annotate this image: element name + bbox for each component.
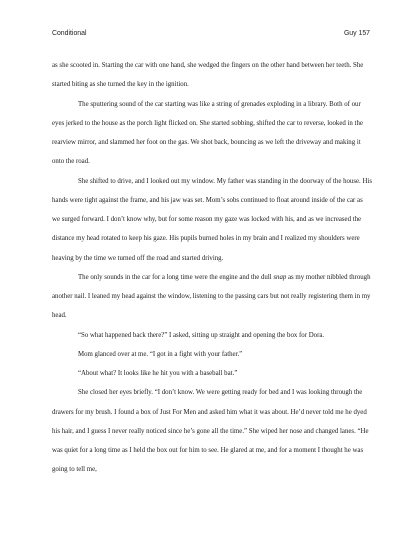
paragraph: Mom glanced over at me. “I got in a fight with your father.” — [78, 350, 243, 358]
paragraph: She closed her eyes briefly. “I don’t know. We were getting ready for bed and I was looking through the drawers for my brush. I found a box of Just For Men and asked him what it was about. He’d never told me he dyed his hair, and I guess I never really noticed since he’s gone all the time.” She wiped her nose and changed lanes. “He was quiet for a long time as I held the box out for him to see. He glared at me, and for a moment I thought he was going to tell me, — [52, 389, 369, 474]
paragraph-text: as my mother nibbled through another nail. I leaned my head against the window, listening to the passing cars but not really registering them in my head. — [52, 273, 371, 320]
running-header — [52, 30, 370, 42]
manuscript-body — [52, 56, 372, 480]
header-page-number: Guy 157 — [343, 30, 370, 37]
header-title: Conditional — [52, 30, 87, 37]
paragraph: as she scooted in. Starting the car with one hand, she wedged the fingers on the other hand between her teeth. She started biting as she turned the key in the ignition. — [52, 62, 364, 89]
paragraph: “So what happened back there?” I asked, sitting up straight and opening the box for Dora. — [78, 331, 325, 339]
italic-word: snap — [273, 273, 287, 281]
paragraph-text: The only sounds in the car for a long time were the engine and the dull — [78, 273, 274, 281]
paragraph: “About what? It looks like he hit you with a baseball bat.” — [78, 370, 238, 377]
paragraph: She shifted to drive, and I looked out my window. My father was standing in the doorway of the house. His hands were tight against the frame, and his jaw was set. Mom’s sobs continued to float around inside of the car as we surged forward. I don’t know why, but for some reason my gaze was locked with his, and as we increased the distance my head rotated to keep his gaze. His pupils burned holes in my brain and I realized my shoulders were heaving by the time we turned off the road and started driving. — [52, 177, 372, 262]
paragraph: The sputtering sound of the car starting was like a string of grenades exploding in a library. Both of our eyes jerked to the house as the porch light flicked on. She started sobbing, shifted the car to reverse, looked in the rearview mirror, and slammed her foot on the gas. We shot back, bouncing as we left the driveway and making it onto the road. — [52, 100, 363, 166]
paragraph — [52, 268, 372, 326]
